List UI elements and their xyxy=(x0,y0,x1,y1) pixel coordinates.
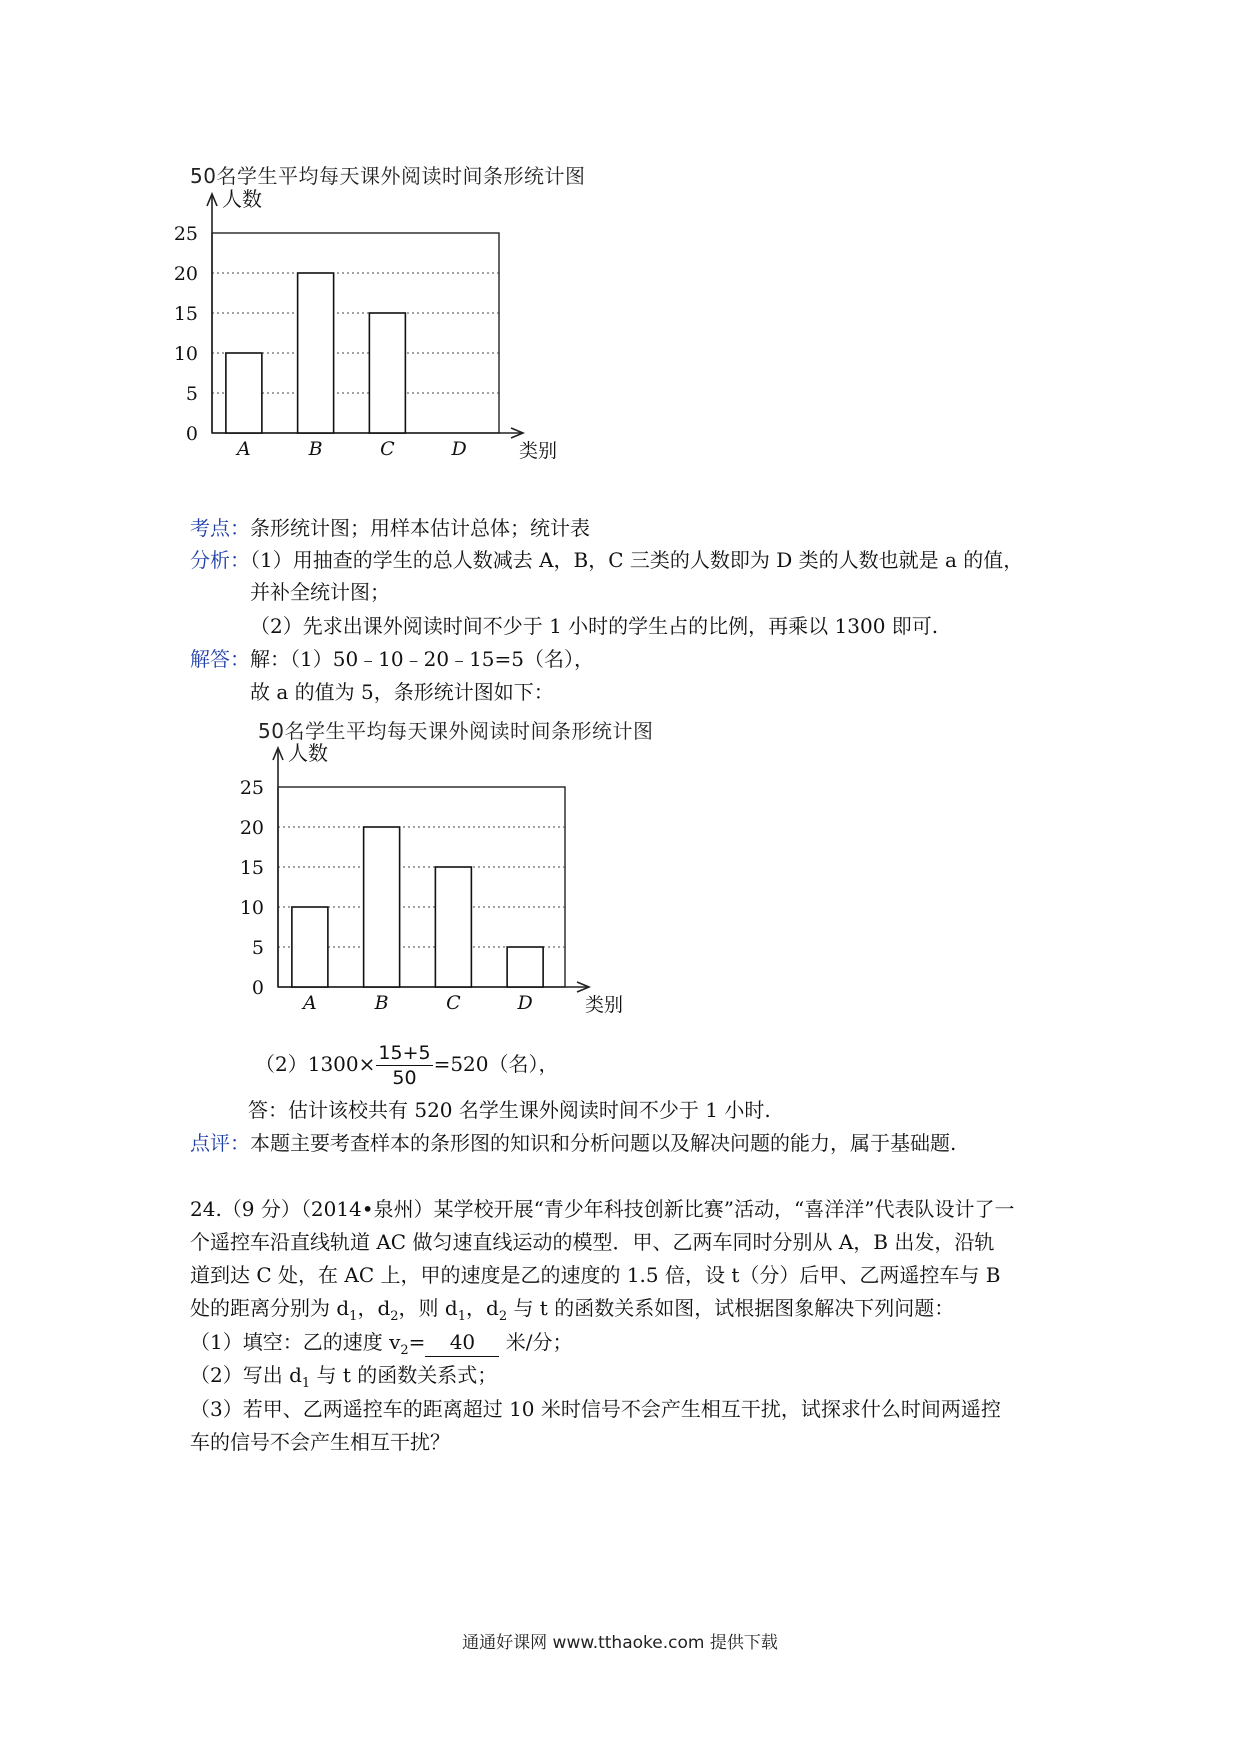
part2-suffix: =520（名）， xyxy=(433,1052,559,1076)
dianping-line xyxy=(190,1129,956,1157)
jieda-text-1: 解：（1）50﹣10﹣20﹣15=5（名）， xyxy=(250,647,595,671)
footer-credit: 通通好课网 www.tthaoke.com 提供下载 xyxy=(462,1633,778,1653)
bar-chart-1-svg xyxy=(173,187,620,473)
q1-text: （1）填空：乙的速度 v xyxy=(190,1330,401,1354)
bar-A xyxy=(226,353,262,433)
fenxi-line-2: 并补全统计图； xyxy=(250,580,390,604)
subscript: 2 xyxy=(498,1309,508,1324)
p24-text: ，d xyxy=(357,1296,391,1320)
x-axis-label: 类别 xyxy=(519,440,558,462)
kaodian-label: 考点： xyxy=(190,516,250,540)
part2-prefix: （2）1300× xyxy=(255,1052,376,1076)
subscript: 2 xyxy=(400,1343,409,1358)
fraction-numerator: 15+5 xyxy=(378,1042,431,1064)
category-label: B xyxy=(374,992,389,1014)
p24-line-4 xyxy=(190,1294,954,1331)
bar-C xyxy=(369,313,405,433)
fenxi-text-1: （1）用抽查的学生的总人数减去 A，B，C 三类的人数即为 D 类的人数也就是 a 的值， xyxy=(250,548,1024,572)
q1-text: = xyxy=(408,1330,426,1354)
subscript: 1 xyxy=(349,1309,358,1324)
q1-line xyxy=(190,1328,573,1365)
q1-text: 米/分； xyxy=(499,1330,573,1354)
p24-line-3: 道到达 C 处，在 AC 上，甲的速度是乙的速度的 1.5 倍，设 t（分）后甲、乙两遥控车与 B xyxy=(190,1263,1001,1287)
y-tick-label: 25 xyxy=(173,223,198,245)
subscript: 2 xyxy=(390,1309,399,1324)
p24-line-1: 24.（9 分）（2014•泉州）某学校开展“青少年科技创新比赛”活动，“喜洋洋”代表队设计了一 xyxy=(190,1197,1015,1221)
fraction-denominator: 50 xyxy=(392,1067,417,1089)
p24-line-2: 个遥控车沿直线轨道 AC 做匀速直线运动的模型．甲、乙两车同时分别从 A，B 出发，沿轨 xyxy=(190,1230,995,1254)
bar-chart-1 xyxy=(173,187,620,473)
bar-chart-2 xyxy=(239,741,686,1027)
y-tick-label: 15 xyxy=(173,303,198,325)
q3-line-1: （3）若甲、乙两遥控车的距离超过 10 米时信号不会产生相互干扰，试探求什么时间两遥控 xyxy=(190,1397,1001,1421)
fraction xyxy=(376,1041,432,1090)
y-tick-label: 15 xyxy=(239,857,264,879)
y-tick-label: 20 xyxy=(173,263,198,285)
bar-B xyxy=(364,827,400,987)
category-label: B xyxy=(308,438,323,460)
y-tick-label: 5 xyxy=(185,383,198,405)
y-tick-label: 25 xyxy=(239,777,264,799)
answer-blank: 40 xyxy=(425,1328,499,1357)
p24-text: 与 t 的函数关系如图，试根据图象解决下列问题： xyxy=(507,1296,955,1320)
jieda-line-2: 故 a 的值为 5，条形统计图如下： xyxy=(250,680,554,704)
dianping-text: 本题主要考查样本的条形图的知识和分析问题以及解决问题的能力，属于基础题. xyxy=(250,1131,957,1155)
kaodian-text: 条形统计图；用样本估计总体；统计表 xyxy=(250,516,590,540)
y-tick-label: 20 xyxy=(239,817,264,839)
fenxi-line-1 xyxy=(190,546,1023,574)
category-label: C xyxy=(446,992,461,1014)
q2-text: （2）写出 d xyxy=(190,1363,302,1387)
bar-B xyxy=(298,273,334,433)
q2-line xyxy=(190,1361,497,1398)
y-tick-label: 0 xyxy=(251,977,264,999)
fenxi-label: 分析： xyxy=(190,548,250,572)
subscript: 1 xyxy=(301,1376,311,1391)
kaodian-line xyxy=(190,514,590,542)
y-tick-label: 0 xyxy=(185,423,198,445)
y-axis-label: 人数 xyxy=(222,187,262,211)
bar-C xyxy=(435,867,471,987)
category-label: C xyxy=(380,438,395,460)
bar-D xyxy=(507,947,543,987)
bar-A xyxy=(292,907,328,987)
p24-text: 处的距离分别为 d xyxy=(190,1296,350,1320)
p24-text: ，则 d xyxy=(398,1296,458,1320)
y-tick-label: 5 xyxy=(251,937,264,959)
x-axis-label: 类别 xyxy=(585,994,624,1016)
part2-line xyxy=(255,1038,559,1090)
category-label: A xyxy=(237,438,251,460)
category-label: D xyxy=(451,438,467,460)
subscript: 1 xyxy=(457,1309,466,1324)
category-label: D xyxy=(517,992,533,1014)
q2-text: 与 t 的函数关系式； xyxy=(310,1363,498,1387)
y-tick-label: 10 xyxy=(239,897,264,919)
answer-line: 答：估计该校共有 520 名学生课外阅读时间不少于 1 小时. xyxy=(248,1098,771,1122)
jieda-label: 解答： xyxy=(190,647,250,671)
dianping-label: 点评： xyxy=(190,1131,250,1155)
chart2-title: 50名学生平均每天课外阅读时间条形统计图 xyxy=(258,719,654,743)
category-label: A xyxy=(303,992,317,1014)
bar-chart-2-svg xyxy=(239,741,686,1027)
jieda-line-1 xyxy=(190,645,594,673)
y-axis-label: 人数 xyxy=(288,741,328,765)
q3-line-2: 车的信号不会产生相互干扰？ xyxy=(190,1430,450,1454)
chart1-title: 50名学生平均每天课外阅读时间条形统计图 xyxy=(190,164,586,188)
y-tick-label: 10 xyxy=(173,343,198,365)
p24-text: ，d xyxy=(466,1296,499,1320)
fenxi-line-3: （2）先求出课外阅读时间不少于 1 小时的学生占的比例，再乘以 1300 即可. xyxy=(250,614,939,638)
